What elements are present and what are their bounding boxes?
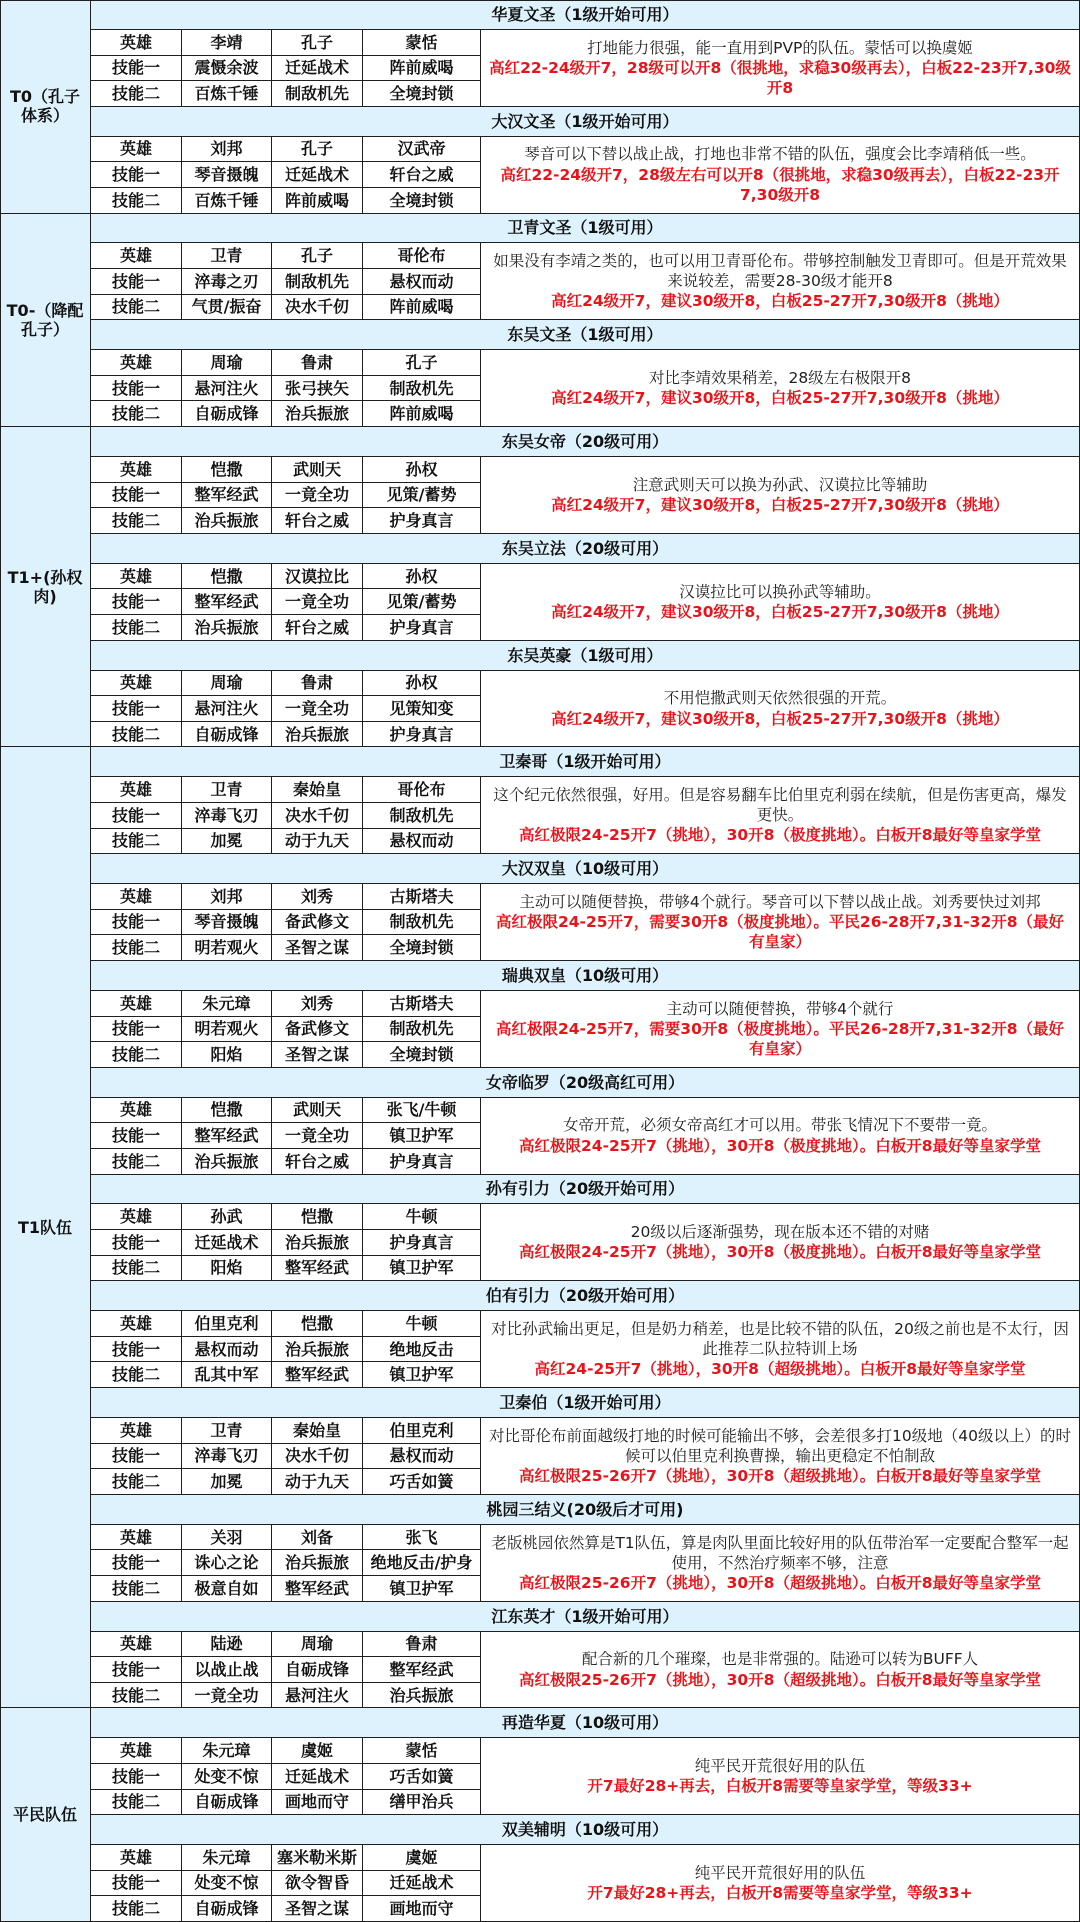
hero-row-label: 英雄 xyxy=(91,457,182,483)
hero-name: 恺撒 xyxy=(182,564,272,590)
note-text: 对比孙武输出更足，但是奶力稍差，也是比较不错的队伍，20级之前也是不太行，因此推荐二队拉特训上场 xyxy=(491,1319,1069,1359)
lineup-title: 大汉文圣（1级开始可用） xyxy=(91,107,1080,137)
skill1-name: 阵前威喝 xyxy=(363,56,481,82)
skill2-name: 全境封锁 xyxy=(363,935,481,961)
skill1-name: 欲令智昏 xyxy=(272,1871,363,1897)
hero-name: 陆逊 xyxy=(182,1632,272,1658)
skill1-name: 诛心之论 xyxy=(182,1550,272,1576)
note-highlight: 开7最好28+再去，白板开8需要等皇家学堂，等级33+ xyxy=(587,1777,973,1796)
skill1-name: 见策知变 xyxy=(363,696,481,722)
skill2-name: 护身真言 xyxy=(363,508,481,534)
note-text: 配合新的几个璀璨，也是非常强的。陆逊可以转为BUFF人 xyxy=(581,1650,979,1669)
skill1-name: 制敌机先 xyxy=(363,376,481,402)
skill2-row-label: 技能二 xyxy=(91,1790,182,1816)
lineup-note xyxy=(481,457,1080,534)
lineup-title: 伯有引力（20级开始可用） xyxy=(91,1281,1080,1311)
lineup-title: 东吴文圣（1级可用） xyxy=(91,320,1080,350)
skill2-name: 自砺成锋 xyxy=(182,722,272,748)
lineup-note xyxy=(481,884,1080,961)
note-text: 对比李靖效果稍差，28级左右极限开8 xyxy=(648,369,912,388)
skill1-name: 悬权而动 xyxy=(182,1337,272,1363)
skill1-row-label: 技能一 xyxy=(91,376,182,402)
hero-name: 孔子 xyxy=(272,30,363,56)
skill1-name: 整军经武 xyxy=(182,1123,272,1149)
skill2-row-label: 技能二 xyxy=(91,829,182,855)
skill1-row-label: 技能一 xyxy=(91,803,182,829)
hero-name: 牛顿 xyxy=(363,1311,481,1337)
skill1-name: 迁延战术 xyxy=(272,162,363,188)
skill2-name: 加冕 xyxy=(182,829,272,855)
lineup-note xyxy=(481,1525,1080,1602)
skill2-name: 治兵振旅 xyxy=(272,722,363,748)
skill1-name: 备武修文 xyxy=(272,910,363,936)
hero-name: 周瑜 xyxy=(182,350,272,376)
tier-label: T1队伍 xyxy=(0,747,91,1708)
note-highlight: 开7最好28+再去，白板开8需要等皇家学堂，等级33+ xyxy=(587,1884,973,1903)
hero-name: 孙权 xyxy=(363,671,481,697)
hero-row-label: 英雄 xyxy=(91,1204,182,1230)
skill1-name: 见策/蓄势 xyxy=(363,483,481,509)
skill2-name: 全境封锁 xyxy=(363,188,481,214)
lineup-note xyxy=(481,30,1080,107)
note-highlight: 高红24级开7，建议30级开8，白板25-27开7,30级开8（挑地） xyxy=(551,389,1009,408)
hero-name: 鲁肃 xyxy=(363,1632,481,1658)
skill2-name: 加冕 xyxy=(182,1469,272,1495)
hero-name: 恺撒 xyxy=(272,1204,363,1230)
skill1-name: 决水千仞 xyxy=(272,1444,363,1470)
skill2-row-label: 技能二 xyxy=(91,1149,182,1175)
hero-name: 朱元璋 xyxy=(182,1738,272,1764)
lineup-title: 大汉双皇（10级可用） xyxy=(91,854,1080,884)
lineup-title: 卫秦伯（1级开始可用） xyxy=(91,1388,1080,1418)
skill1-row-label: 技能一 xyxy=(91,1444,182,1470)
lineup-note xyxy=(481,564,1080,641)
skill2-name: 极意自如 xyxy=(182,1576,272,1602)
lineup-note xyxy=(481,1632,1080,1709)
hero-row-label: 英雄 xyxy=(91,30,182,56)
hero-row-label: 英雄 xyxy=(91,1525,182,1551)
skill2-row-label: 技能二 xyxy=(91,401,182,427)
lineup-title: 东吴立法（20级可用） xyxy=(91,534,1080,564)
skill1-row-label: 技能一 xyxy=(91,589,182,615)
skill1-name: 悬河注火 xyxy=(182,696,272,722)
skill1-name: 绝地反击 xyxy=(363,1337,481,1363)
note-text: 对比哥伦布前面越级打地的时候可能输出不够，会差很多打10级地（40级以上）的时候可以伯里克利换曹操，输出更稳定不怕制敌 xyxy=(489,1426,1071,1465)
skill2-name: 制敌机先 xyxy=(272,81,363,107)
skill1-name: 治兵振旅 xyxy=(272,1550,363,1576)
note-highlight: 高红24级开7，建议30级开8，白板25-27开7,30级开8（挑地） xyxy=(551,292,1009,311)
skill1-name: 治兵振旅 xyxy=(272,1230,363,1256)
skill2-name: 镇卫护军 xyxy=(363,1256,481,1282)
skill2-name: 镇卫护军 xyxy=(363,1576,481,1602)
skill2-row-label: 技能二 xyxy=(91,295,182,321)
skill2-name: 一竟全功 xyxy=(182,1683,272,1709)
hero-row-label: 英雄 xyxy=(91,350,182,376)
note-highlight: 高红22-24级开7，28级左右可以开8（很挑地，求稳30级再去），白板22-23开7,30级开8 xyxy=(500,165,1060,204)
hero-name: 鲁肃 xyxy=(272,671,363,697)
hero-name: 卫青 xyxy=(182,243,272,269)
hero-name: 刘备 xyxy=(272,1525,363,1551)
skill1-name: 决水千仞 xyxy=(272,803,363,829)
skill2-name: 轩台之威 xyxy=(272,1149,363,1175)
hero-name: 汉武帝 xyxy=(363,137,481,163)
skill2-name: 阳焰 xyxy=(182,1256,272,1282)
skill2-name: 动于九天 xyxy=(272,1469,363,1495)
lineup-note xyxy=(481,1204,1080,1281)
skill2-row-label: 技能二 xyxy=(91,935,182,961)
skill2-name: 护身真言 xyxy=(363,1149,481,1175)
skill1-name: 制敌机先 xyxy=(363,910,481,936)
lineup-note xyxy=(481,777,1080,854)
note-highlight: 高红极限25-26开7（挑地），30开8（超级挑地）。白板开8最好等皇家学堂 xyxy=(519,1467,1041,1485)
skill2-row-label: 技能二 xyxy=(91,1683,182,1709)
skill1-name: 迁延战术 xyxy=(272,56,363,82)
note-text: 老版桃园依然算是T1队伍，算是肉队里面比较好用的队伍带治军一定要配合整军一起使用，不然治疗频率不够，注意 xyxy=(491,1533,1069,1572)
hero-name: 蒙恬 xyxy=(363,30,481,56)
skill2-name: 圣智之谋 xyxy=(272,1042,363,1068)
skill1-row-label: 技能一 xyxy=(91,1230,182,1256)
skill2-row-label: 技能二 xyxy=(91,1042,182,1068)
tier-label: T0（孔子体系） xyxy=(0,0,91,214)
hero-name: 关羽 xyxy=(182,1525,272,1551)
skill1-name: 轩台之威 xyxy=(363,162,481,188)
skill1-row-label: 技能一 xyxy=(91,56,182,82)
skill1-name: 自砺成锋 xyxy=(272,1657,363,1683)
hero-name: 牛顿 xyxy=(363,1204,481,1230)
hero-row-label: 英雄 xyxy=(91,1845,182,1871)
skill1-name: 一竟全功 xyxy=(272,483,363,509)
skill1-name: 整军经武 xyxy=(363,1657,481,1683)
skill1-name: 整军经武 xyxy=(182,589,272,615)
hero-name: 卫青 xyxy=(182,777,272,803)
skill2-name: 巧舌如簧 xyxy=(363,1469,481,1495)
skill1-name: 备武修文 xyxy=(272,1017,363,1043)
hero-row-label: 英雄 xyxy=(91,671,182,697)
lineup-title: 瑞典双皇（10级可用） xyxy=(91,961,1080,991)
skill2-row-label: 技能二 xyxy=(91,615,182,641)
note-text: 这个纪元依然很强，好用。但是容易翻车比伯里克利弱在续航，但是伤害更高，爆发更快。 xyxy=(493,786,1067,825)
skill1-name: 处变不惊 xyxy=(182,1764,272,1790)
skill2-name: 治兵振旅 xyxy=(182,508,272,534)
note-highlight: 高红24级开7，建议30级开8，白板25-27开7,30级开8（挑地） xyxy=(551,602,1009,621)
lineup-title: 华夏文圣（1级开始可用） xyxy=(91,0,1080,30)
hero-name: 张飞/牛顿 xyxy=(363,1098,481,1124)
skill2-name: 圣智之谋 xyxy=(272,1896,363,1922)
lineup-title: 卫青文圣（1级可用） xyxy=(91,214,1080,244)
skill1-name: 制敌机先 xyxy=(363,1017,481,1043)
note-text: 主动可以随便替换，带够4个就行。琴音可以下替以战止战。刘秀要快过刘邦 xyxy=(519,892,1041,911)
skill1-row-label: 技能一 xyxy=(91,1657,182,1683)
hero-name: 伯里克利 xyxy=(182,1311,272,1337)
skill2-name: 阵前威喝 xyxy=(363,295,481,321)
note-highlight: 高红极限25-26开7（挑地），30开8（超级挑地）。白板开8最好等皇家学堂 xyxy=(519,1670,1041,1689)
note-highlight: 高红24级开7，建议30级开8，白板25-27开7,30级开8（挑地） xyxy=(551,495,1009,514)
lineup-title: 卫秦哥（1级开始可用） xyxy=(91,747,1080,777)
hero-name: 朱元璋 xyxy=(182,991,272,1017)
hero-name: 哥伦布 xyxy=(363,243,481,269)
hero-row-label: 英雄 xyxy=(91,137,182,163)
hero-row-label: 英雄 xyxy=(91,1311,182,1337)
hero-name: 伯里克利 xyxy=(363,1418,481,1444)
hero-name: 刘秀 xyxy=(272,991,363,1017)
hero-name: 秦始皇 xyxy=(272,1418,363,1444)
hero-name: 鲁肃 xyxy=(272,350,363,376)
note-text: 纯平民开荒很好用的队伍 xyxy=(694,1757,866,1776)
skill1-name: 整军经武 xyxy=(182,483,272,509)
skill1-name: 一竟全功 xyxy=(272,1123,363,1149)
skill1-row-label: 技能一 xyxy=(91,1337,182,1363)
skill1-row-label: 技能一 xyxy=(91,1871,182,1897)
hero-name: 李靖 xyxy=(182,30,272,56)
skill2-row-label: 技能二 xyxy=(91,188,182,214)
skill1-name: 淬毒飞刃 xyxy=(182,1444,272,1470)
skill2-row-label: 技能二 xyxy=(91,81,182,107)
skill2-name: 决水千仞 xyxy=(272,295,363,321)
hero-name: 古斯塔夫 xyxy=(363,991,481,1017)
skill1-name: 张弓挟矢 xyxy=(272,376,363,402)
hero-name: 朱元璋 xyxy=(182,1845,272,1871)
skill1-name: 明若观火 xyxy=(182,1017,272,1043)
lineup-note xyxy=(481,137,1080,214)
note-text: 主动可以随便替换，带够4个就行 xyxy=(666,999,894,1018)
skill1-name: 镇卫护军 xyxy=(363,1123,481,1149)
skill1-name: 迁延战术 xyxy=(272,1764,363,1790)
skill2-name: 治兵振旅 xyxy=(272,401,363,427)
note-text: 20级以后逐渐强势，现在版本还不错的对赌 xyxy=(630,1223,930,1242)
skill2-name: 轩台之威 xyxy=(272,508,363,534)
lineup-title: 东吴女帝（20级可用） xyxy=(91,427,1080,457)
lineup-title: 江东英才（1级开始可用） xyxy=(91,1602,1080,1632)
skill1-row-label: 技能一 xyxy=(91,1764,182,1790)
note-highlight: 高红极限24-25开7（挑地），30开8（极度挑地）。白板开8最好等皇家学堂 xyxy=(519,826,1041,845)
tier-label: T1+(孙权肉) xyxy=(0,427,91,747)
hero-name: 孙权 xyxy=(363,457,481,483)
skill2-name: 画地而守 xyxy=(272,1790,363,1816)
skill2-name: 自砺成锋 xyxy=(182,401,272,427)
note-highlight: 高红极限25-26开7（挑地），30开8（超级挑地）。白板开8最好等皇家学堂 xyxy=(519,1573,1041,1592)
skill1-row-label: 技能一 xyxy=(91,162,182,188)
skill2-name: 百炼千锤 xyxy=(182,188,272,214)
skill2-name: 整军经武 xyxy=(272,1362,363,1388)
note-text: 纯平民开荒很好用的队伍 xyxy=(694,1863,866,1882)
skill1-row-label: 技能一 xyxy=(91,910,182,936)
note-text: 汉谟拉比可以换孙武等辅助。 xyxy=(679,582,881,601)
tier-label: T0-（降配孔子） xyxy=(0,214,91,428)
note-highlight: 高红极限24-25开7（挑地），30开8（极度挑地）。白板开8最好等皇家学堂 xyxy=(519,1243,1041,1262)
skill1-row-label: 技能一 xyxy=(91,483,182,509)
lineup-title: 双美辅明（10级可用） xyxy=(91,1815,1080,1845)
skill1-name: 见策/蓄势 xyxy=(363,589,481,615)
note-highlight: 高红24级开7，建议30级开8，白板25-27开7,30级开8（挑地） xyxy=(551,709,1009,728)
skill2-name: 明若观火 xyxy=(182,935,272,961)
skill1-row-label: 技能一 xyxy=(91,696,182,722)
hero-name: 卫青 xyxy=(182,1418,272,1444)
skill2-name: 百炼千锤 xyxy=(182,81,272,107)
hero-name: 汉谟拉比 xyxy=(272,564,363,590)
hero-name: 孔子 xyxy=(272,137,363,163)
lineup-title: 孙有引力（20级开始可用） xyxy=(91,1175,1080,1205)
hero-row-label: 英雄 xyxy=(91,991,182,1017)
skill2-name: 自砺成锋 xyxy=(182,1896,272,1922)
hero-name: 恺撒 xyxy=(182,1098,272,1124)
skill1-name: 迁延战术 xyxy=(182,1230,272,1256)
note-text: 琴音可以下替以战止战，打地也非常不错的队伍，强度会比李靖稍低一些。 xyxy=(524,145,1036,164)
hero-name: 虞姬 xyxy=(272,1738,363,1764)
hero-name: 武则天 xyxy=(272,1098,363,1124)
skill2-name: 整军经武 xyxy=(272,1256,363,1282)
skill1-row-label: 技能一 xyxy=(91,1017,182,1043)
note-text: 女帝开荒，必须女帝高红才可以用。带张飞情况下不要带一竟。 xyxy=(562,1116,997,1135)
skill2-name: 治兵振旅 xyxy=(363,1683,481,1709)
hero-row-label: 英雄 xyxy=(91,777,182,803)
hero-name: 塞米勒米斯 xyxy=(272,1845,363,1871)
hero-name: 孔子 xyxy=(363,350,481,376)
note-highlight: 高红22-24级开7，28级可以开8（很挑地，求稳30级再去），白板22-23开7,30级开8 xyxy=(489,58,1071,97)
hero-row-label: 英雄 xyxy=(91,243,182,269)
hero-name: 孙权 xyxy=(363,564,481,590)
skill1-name: 巧舌如簧 xyxy=(363,1764,481,1790)
skill1-name: 治兵振旅 xyxy=(272,1337,363,1363)
skill1-row-label: 技能一 xyxy=(91,1550,182,1576)
skill1-name: 制敌机先 xyxy=(363,803,481,829)
skill1-name: 一竟全功 xyxy=(272,589,363,615)
skill2-row-label: 技能二 xyxy=(91,1469,182,1495)
skill2-name: 圣智之谋 xyxy=(272,935,363,961)
skill2-name: 整军经武 xyxy=(272,1576,363,1602)
skill2-name: 全境封锁 xyxy=(363,1042,481,1068)
skill2-name: 镇卫护军 xyxy=(363,1362,481,1388)
skill2-name: 气贯/振奋 xyxy=(182,295,272,321)
hero-row-label: 英雄 xyxy=(91,1738,182,1764)
note-highlight: 高红极限24-25开7，需要30开8（极度挑地）。平民26-28开7,31-32开8（最好有皇家） xyxy=(495,1019,1065,1058)
lineup-note xyxy=(481,991,1080,1068)
hero-row-label: 英雄 xyxy=(91,1098,182,1124)
hero-name: 孔子 xyxy=(272,243,363,269)
skill1-name: 悬河注火 xyxy=(182,376,272,402)
skill1-name: 琴音摄魄 xyxy=(182,162,272,188)
lineup-note xyxy=(481,1738,1080,1815)
skill1-name: 迁延战术 xyxy=(363,1871,481,1897)
skill1-name: 悬权而动 xyxy=(363,1444,481,1470)
note-text: 注意武则天可以换为孙武、汉谟拉比等辅助 xyxy=(632,475,928,494)
skill1-name: 悬权而动 xyxy=(363,269,481,295)
skill2-row-label: 技能二 xyxy=(91,1896,182,1922)
skill2-name: 悬河注火 xyxy=(272,1683,363,1709)
note-text: 打地能力很强，能一直用到PVP的队伍。蒙恬可以换虞姬 xyxy=(587,38,973,57)
hero-row-label: 英雄 xyxy=(91,1418,182,1444)
lineup-note xyxy=(481,1845,1080,1922)
hero-name: 恺撒 xyxy=(272,1311,363,1337)
skill1-name: 震慑余波 xyxy=(182,56,272,82)
hero-name: 恺撒 xyxy=(182,457,272,483)
hero-row-label: 英雄 xyxy=(91,564,182,590)
lineup-title: 东吴英豪（1级可用） xyxy=(91,641,1080,671)
skill2-name: 阵前威喝 xyxy=(363,401,481,427)
hero-name: 刘邦 xyxy=(182,884,272,910)
hero-name: 蒙恬 xyxy=(363,1738,481,1764)
hero-name: 周瑜 xyxy=(272,1632,363,1658)
hero-name: 虞姬 xyxy=(363,1845,481,1871)
skill2-row-label: 技能二 xyxy=(91,1256,182,1282)
note-highlight: 高红24-25开7（挑地），30开8（超级挑地）。白板开8最好等皇家学堂 xyxy=(534,1360,1026,1379)
skill2-name: 轩台之威 xyxy=(272,615,363,641)
skill1-name: 绝地反击/护身 xyxy=(363,1550,481,1576)
skill2-row-label: 技能二 xyxy=(91,722,182,748)
note-text: 如果没有李靖之类的，也可以用卫青哥伦布。带够控制触发卫青即可。但是开荒效果来说较差，需要28-30级才能开8 xyxy=(493,252,1067,291)
skill2-row-label: 技能二 xyxy=(91,1576,182,1602)
lineup-note xyxy=(481,350,1080,427)
lineup-note xyxy=(481,1311,1080,1388)
hero-name: 孙武 xyxy=(182,1204,272,1230)
skill2-name: 护身真言 xyxy=(363,722,481,748)
skill2-name: 阵前威喝 xyxy=(272,188,363,214)
hero-name: 哥伦布 xyxy=(363,777,481,803)
hero-row-label: 英雄 xyxy=(91,884,182,910)
hero-name: 古斯塔夫 xyxy=(363,884,481,910)
skill1-name: 以战止战 xyxy=(182,1657,272,1683)
hero-name: 秦始皇 xyxy=(272,777,363,803)
skill2-name: 治兵振旅 xyxy=(182,615,272,641)
skill2-name: 缮甲治兵 xyxy=(363,1790,481,1816)
skill2-name: 动于九天 xyxy=(272,829,363,855)
hero-name: 张飞 xyxy=(363,1525,481,1551)
skill1-row-label: 技能一 xyxy=(91,269,182,295)
skill1-name: 一竟全功 xyxy=(272,696,363,722)
skill1-name: 淬毒飞刃 xyxy=(182,803,272,829)
note-highlight: 高红极限24-25开7（挑地），30开8（极度挑地）。白板开8最好等皇家学堂 xyxy=(519,1136,1041,1155)
hero-name: 武则天 xyxy=(272,457,363,483)
lineup-note xyxy=(481,243,1080,320)
skill1-name: 护身真言 xyxy=(363,1230,481,1256)
skill1-name: 淬毒之刃 xyxy=(182,269,272,295)
skill2-name: 阳焰 xyxy=(182,1042,272,1068)
lineup-title: 再造华夏（10级可用） xyxy=(91,1708,1080,1738)
lineup-title: 女帝临罗（20级高红可用） xyxy=(91,1068,1080,1098)
skill1-name: 琴音摄魄 xyxy=(182,910,272,936)
skill2-name: 护身真言 xyxy=(363,615,481,641)
skill2-name: 画地而守 xyxy=(363,1896,481,1922)
skill2-row-label: 技能二 xyxy=(91,508,182,534)
hero-name: 刘秀 xyxy=(272,884,363,910)
skill2-name: 自砺成锋 xyxy=(182,1790,272,1816)
skill2-name: 悬权而动 xyxy=(363,829,481,855)
note-text: 不用恺撒武则天依然很强的开荒。 xyxy=(663,689,897,708)
tier-label: 平民队伍 xyxy=(0,1708,91,1922)
lineup-note xyxy=(481,1098,1080,1175)
skill2-name: 治兵振旅 xyxy=(182,1149,272,1175)
hero-name: 周瑜 xyxy=(182,671,272,697)
hero-row-label: 英雄 xyxy=(91,1632,182,1658)
skill1-row-label: 技能一 xyxy=(91,1123,182,1149)
skill2-row-label: 技能二 xyxy=(91,1362,182,1388)
skill1-name: 制敌机先 xyxy=(272,269,363,295)
note-highlight: 高红极限24-25开7，需要30开8（极度挑地）。平民26-28开7,31-32开8（最好有皇家） xyxy=(495,912,1065,952)
skill2-name: 全境封锁 xyxy=(363,81,481,107)
lineup-note xyxy=(481,1418,1080,1495)
skill1-name: 处变不惊 xyxy=(182,1871,272,1897)
hero-name: 刘邦 xyxy=(182,137,272,163)
lineup-title: 桃园三结义(20级后才可用) xyxy=(91,1495,1080,1525)
skill2-name: 乱其中军 xyxy=(182,1362,272,1388)
lineup-note xyxy=(481,671,1080,748)
